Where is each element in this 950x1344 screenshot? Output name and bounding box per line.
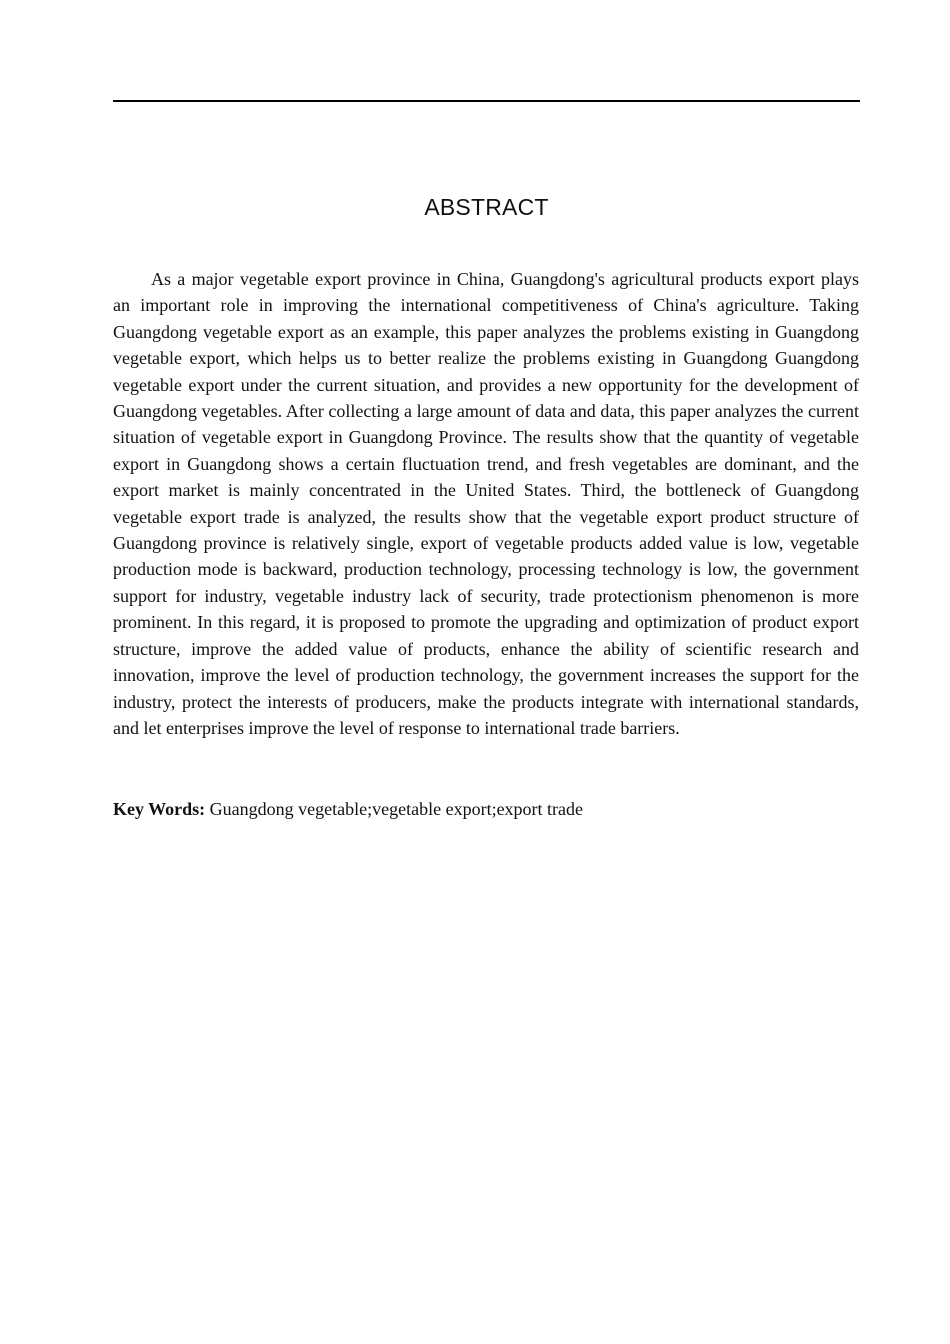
keywords-label: Key Words: [113,799,206,819]
header-rule [113,100,860,102]
abstract-body: As a major vegetable export province in China, Guangdong's agricultural products export plays an important role in improving the international competitiveness of China's agriculture. Taking Guangdong vegetable export as an example, this paper analyzes the problems existing in Guangdong vegetable export, which helps us to better realize the problems existing in Guangdong Guangdong vegetable export under the current situation, and provides a new opportunity for the development of Guangdong vegetables. After collecting a large amount of data and data, this paper analyzes the current situation of vegetable export in Guangdong Province. The results show that the quantity of vegetable export in Guangdong shows a certain fluctuation trend, and fresh vegetables are dominant, and the export market is mainly concentrated in the United States. Third, the bottleneck of Guangdong vegetable export trade is analyzed, the results show that the vegetable export product structure of Guangdong province is relatively single, export of vegetable products added value is low, vegetable production mode is backward, production technology, processing technology is low, the government support for industry, vegetable industry lack of security, trade protectionism phenomenon is more prominent. In this regard, it is proposed to promote the upgrading and optimization of product export structure, improve the added value of products, enhance the ability of scientific research and innovation, improve the level of production technology, the government increases the support for the industry, protect the interests of producers, make the products integrate with international standards, and let enterprises improve the level of response to international trade barriers. [113,269,859,738]
abstract-heading: ABSTRACT [424,194,549,220]
keywords-value: Guangdong vegetable;vegetable export;export trade [205,799,584,819]
keywords-line [113,796,859,822]
